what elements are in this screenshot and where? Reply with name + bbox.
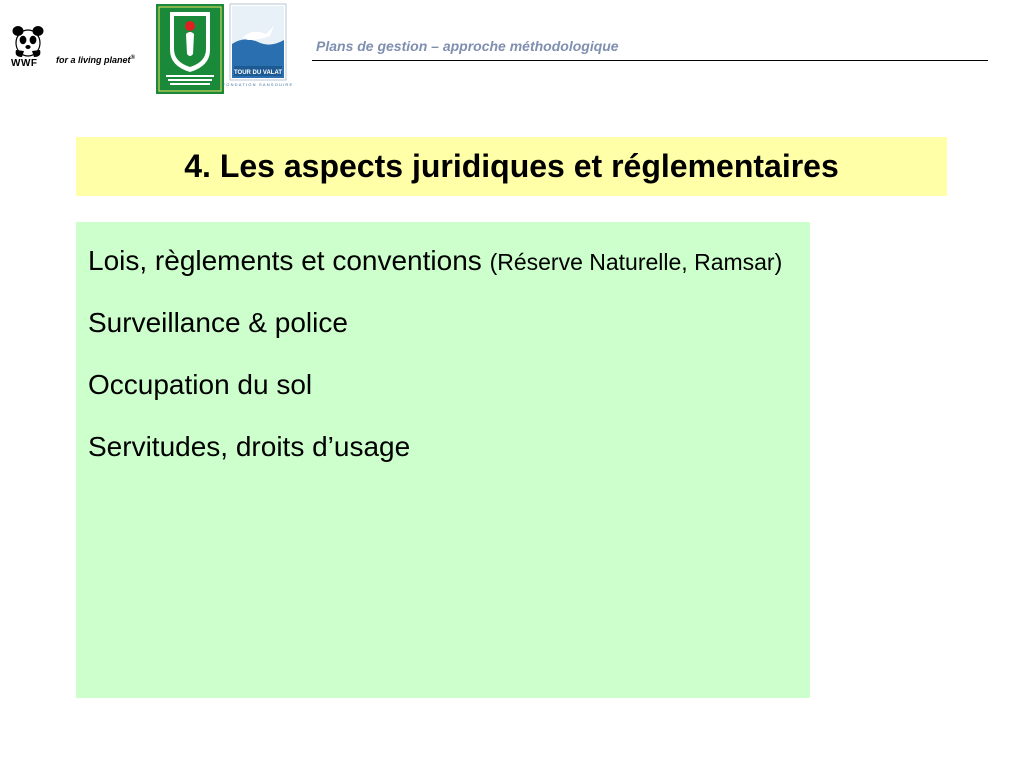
bullet-list (88, 236, 788, 483)
tdv-subtitle: FONDATION SANSOUIRE (222, 82, 294, 87)
bullet-item-occupation: Occupation du sol (88, 369, 313, 400)
title-banner (76, 137, 947, 196)
bullet-item-surveillance: Surveillance & police (88, 307, 348, 338)
wwf-trademark: ® (130, 55, 135, 61)
header-title: Plans de gestion – approche méthodologique (316, 38, 619, 54)
header-rule (312, 60, 988, 61)
content-box (76, 222, 810, 698)
tour-du-valat-logo (222, 4, 294, 94)
bullet-item-lois (88, 236, 788, 287)
slide-title: 4. Les aspects juridiques et réglementaires (184, 148, 839, 184)
wwf-name: WWF (11, 58, 38, 69)
tdv-label: TOUR DU VALAT (234, 70, 282, 76)
bullet-item-servitudes: Servitudes, droits d’usage (88, 431, 411, 462)
bullet-note: (Réserve Naturelle, Ramsar) (489, 249, 783, 275)
wwf-tagline (56, 55, 135, 65)
bullet-text: Lois, règlements et conventions (88, 245, 490, 276)
ministry-emblem-logo (156, 4, 224, 94)
wwf-panda-logo (10, 24, 46, 58)
wwf-tagline-text: for a living planet (56, 55, 131, 65)
